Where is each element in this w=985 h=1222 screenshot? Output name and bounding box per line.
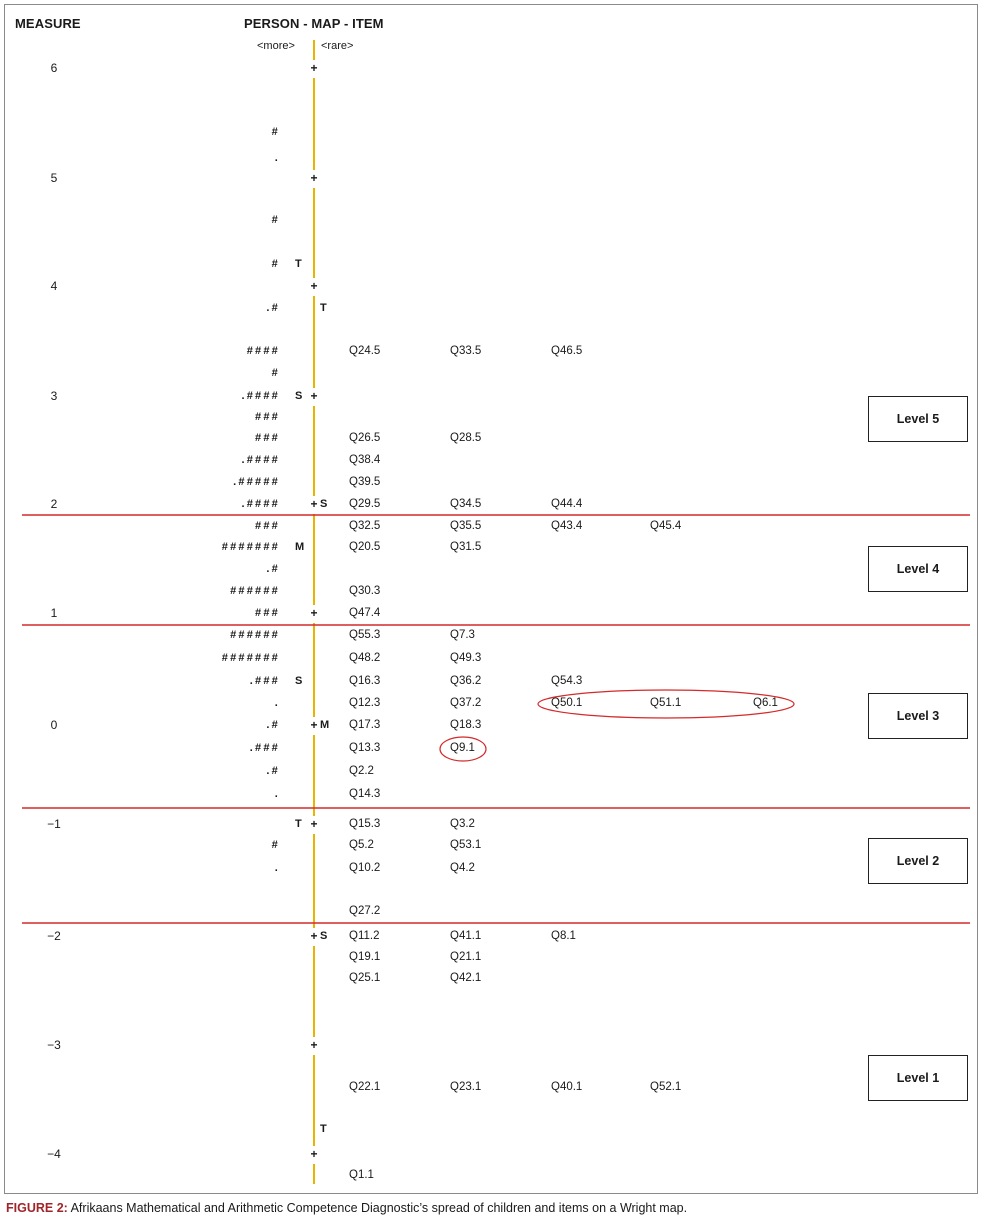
item-label: Q39.5 xyxy=(349,476,381,488)
item-marker-t: T xyxy=(320,302,327,314)
item-label: Q51.1 xyxy=(650,697,682,709)
caption-label: FIGURE 2: xyxy=(6,1201,68,1215)
measure-tick-label: 3 xyxy=(50,389,58,403)
rare-label: <rare> xyxy=(321,40,354,52)
item-label: Q31.5 xyxy=(450,541,482,553)
person-count: . xyxy=(274,697,280,709)
item-label: Q49.3 xyxy=(450,652,482,664)
item-label: Q18.3 xyxy=(450,719,482,731)
person-count: .# xyxy=(266,302,280,314)
item-label: Q8.1 xyxy=(551,930,576,942)
item-label: Q42.1 xyxy=(450,972,482,984)
item-label: Q33.5 xyxy=(450,345,482,357)
axis-tick-mark: + xyxy=(310,817,318,831)
item-marker-t: T xyxy=(320,1123,327,1135)
item-label: Q10.2 xyxy=(349,862,381,874)
person-count: #### xyxy=(246,345,280,357)
axis-tick-mark: + xyxy=(310,1147,318,1161)
person-count: .# xyxy=(266,563,280,575)
axis-tick-mark: + xyxy=(310,61,318,75)
person-count: # xyxy=(271,367,280,379)
axis-tick-mark: + xyxy=(310,718,318,732)
measure-tick-label: 0 xyxy=(50,718,58,732)
person-count: ### xyxy=(255,432,280,444)
item-marker-s: S xyxy=(320,930,328,942)
person-count: .### xyxy=(249,675,280,687)
figure-caption xyxy=(6,1201,687,1215)
axis-tick-mark: + xyxy=(310,606,318,620)
item-label: Q52.1 xyxy=(650,1081,682,1093)
measure-tick-label: −1 xyxy=(47,817,61,831)
level-box-3: Level 3 xyxy=(868,693,968,739)
item-label: Q1.1 xyxy=(349,1169,374,1181)
item-label: Q41.1 xyxy=(450,930,482,942)
person-count: ###### xyxy=(230,629,280,641)
person-count: # xyxy=(271,126,280,138)
item-marker-m: M xyxy=(320,719,330,731)
person-count: . xyxy=(274,788,280,800)
item-label: Q4.2 xyxy=(450,862,475,874)
item-label: Q7.3 xyxy=(450,629,475,641)
measure-tick-label: 2 xyxy=(50,497,58,511)
item-label: Q37.2 xyxy=(450,697,482,709)
item-label: Q17.3 xyxy=(349,719,381,731)
axis-tick-mark: + xyxy=(310,497,318,511)
measure-tick-label: 1 xyxy=(50,606,58,620)
person-marker-m: M xyxy=(295,541,305,553)
item-label: Q20.5 xyxy=(349,541,381,553)
axis-tick-mark: + xyxy=(310,171,318,185)
measure-tick-label: 4 xyxy=(50,279,58,293)
item-label: Q25.1 xyxy=(349,972,381,984)
item-label: Q21.1 xyxy=(450,951,482,963)
person-marker-t: T xyxy=(295,818,302,830)
person-count: # xyxy=(271,839,280,851)
person-count: . xyxy=(274,152,280,164)
item-label: Q16.3 xyxy=(349,675,381,687)
measure-tick-label: −3 xyxy=(47,1038,61,1052)
level-box-5: Level 5 xyxy=(868,396,968,442)
axis-tick-mark: + xyxy=(310,1038,318,1052)
item-label: Q22.1 xyxy=(349,1081,381,1093)
axis-tick-mark: + xyxy=(310,279,318,293)
item-label: Q30.3 xyxy=(349,585,381,597)
item-label: Q36.2 xyxy=(450,675,482,687)
item-label: Q15.3 xyxy=(349,818,381,830)
item-label: Q2.2 xyxy=(349,765,374,777)
person-marker-s: S xyxy=(295,390,303,402)
item-label: Q12.3 xyxy=(349,697,381,709)
measure-tick-label: 5 xyxy=(50,171,58,185)
person-count: ####### xyxy=(221,652,280,664)
measure-tick-label: −2 xyxy=(47,929,61,943)
person-count: .#### xyxy=(241,454,280,466)
item-label: Q55.3 xyxy=(349,629,381,641)
person-count: ### xyxy=(255,520,280,532)
item-marker-s: S xyxy=(320,498,328,510)
item-label: Q47.4 xyxy=(349,607,381,619)
person-count: ####### xyxy=(221,541,280,553)
item-label: Q23.1 xyxy=(450,1081,482,1093)
person-count: ### xyxy=(255,411,280,423)
item-label: Q32.5 xyxy=(349,520,381,532)
measure-tick-label: 6 xyxy=(50,61,58,75)
item-label: Q11.2 xyxy=(349,930,380,942)
item-label: Q19.1 xyxy=(349,951,381,963)
person-count: ###### xyxy=(230,585,280,597)
item-label: Q50.1 xyxy=(551,697,583,709)
item-label: Q5.2 xyxy=(349,839,374,851)
axis-tick-mark: + xyxy=(310,929,318,943)
axis-tick-mark: + xyxy=(310,389,318,403)
person-count: . xyxy=(274,862,280,874)
item-label: Q9.1 xyxy=(450,742,475,754)
person-marker-t: T xyxy=(295,258,302,270)
level-box-2: Level 2 xyxy=(868,838,968,884)
person-count: # xyxy=(271,258,280,270)
item-label: Q28.5 xyxy=(450,432,482,444)
item-label: Q46.5 xyxy=(551,345,583,357)
measure-tick-label: −4 xyxy=(47,1147,61,1161)
person-count: # xyxy=(271,214,280,226)
item-label: Q38.4 xyxy=(349,454,381,466)
more-label: <more> xyxy=(257,40,295,52)
item-label: Q24.5 xyxy=(349,345,381,357)
person-count: .### xyxy=(249,742,280,754)
person-marker-s: S xyxy=(295,675,303,687)
map-title: PERSON - MAP - ITEM xyxy=(244,16,384,31)
item-label: Q13.3 xyxy=(349,742,381,754)
item-label: Q27.2 xyxy=(349,905,381,917)
item-label: Q43.4 xyxy=(551,520,583,532)
person-count: .# xyxy=(266,719,280,731)
level-box-4: Level 4 xyxy=(868,546,968,592)
person-count: .##### xyxy=(233,476,280,488)
item-label: Q40.1 xyxy=(551,1081,583,1093)
measure-axis-label: MEASURE xyxy=(15,16,81,31)
item-label: Q3.2 xyxy=(450,818,475,830)
item-label: Q54.3 xyxy=(551,675,583,687)
item-label: Q6.1 xyxy=(753,697,778,709)
person-count: .# xyxy=(266,765,280,777)
caption-text: Afrikaans Mathematical and Arithmetic Competence Diagnostic’s spread of children and items on a Wright map. xyxy=(67,1201,688,1215)
item-label: Q48.2 xyxy=(349,652,381,664)
person-count: .#### xyxy=(241,498,280,510)
item-label: Q34.5 xyxy=(450,498,482,510)
item-label: Q26.5 xyxy=(349,432,381,444)
item-label: Q53.1 xyxy=(450,839,482,851)
item-label: Q35.5 xyxy=(450,520,482,532)
item-label: Q14.3 xyxy=(349,788,381,800)
person-count: .#### xyxy=(241,390,280,402)
level-box-1: Level 1 xyxy=(868,1055,968,1101)
item-label: Q45.4 xyxy=(650,520,682,532)
item-label: Q29.5 xyxy=(349,498,381,510)
person-count: ### xyxy=(255,607,280,619)
item-label: Q44.4 xyxy=(551,498,583,510)
